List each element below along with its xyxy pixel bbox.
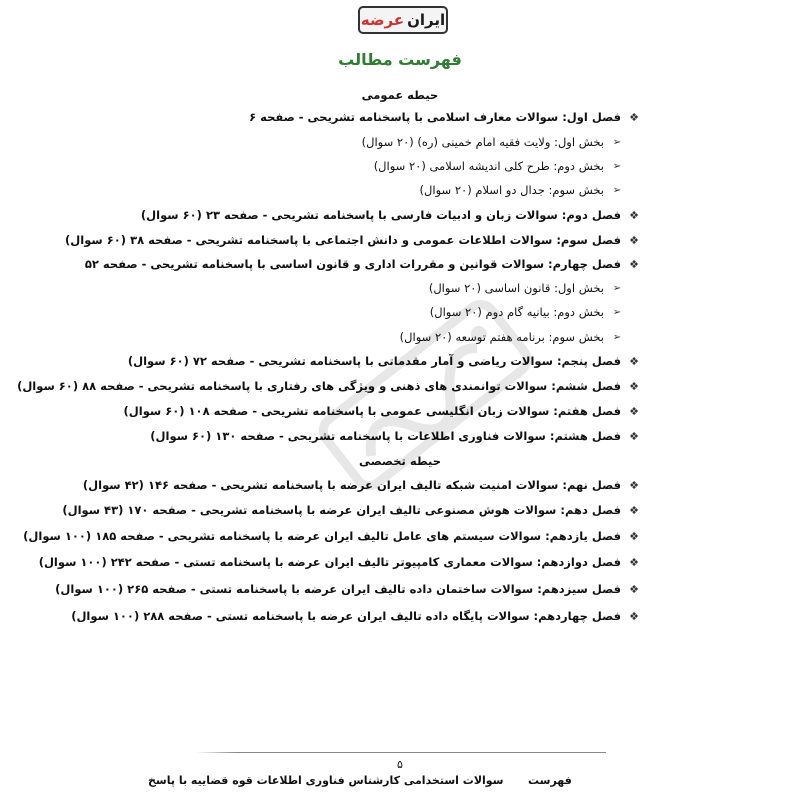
bullet-icon: ❖ bbox=[629, 379, 639, 393]
bullet-icon: ❖ bbox=[629, 257, 639, 271]
logo-word-1: ایران bbox=[407, 11, 446, 29]
toc-chapter[interactable]: ❖ فصل اول: سوالات معارف اسلامی با پاسخنامه تشریحی - صفحه ۶ bbox=[249, 110, 639, 124]
arrow-icon: ➢ bbox=[612, 306, 622, 318]
toc-chapter[interactable]: ❖ فصل چهاردهم: سوالات پایگاه داده تالیف ایران عرضه با پاسخنامه تستی - صفحه ۲۸۸ (۱۰۰ سوال) bbox=[71, 609, 639, 623]
bullet-icon: ❖ bbox=[629, 529, 639, 543]
toc-subsection[interactable]: ➢ بخش سوم: جدال دو اسلام (۲۰ سوال) bbox=[419, 183, 622, 197]
bullet-icon: ❖ bbox=[629, 429, 639, 443]
page-title: فهرست مطالب bbox=[338, 50, 462, 69]
toc-chapter[interactable]: ❖ فصل دوم: سوالات زبان و ادبیات فارسی با پاسخنامه تشریحی - صفحه ۲۳ (۶۰ سوال) bbox=[140, 208, 639, 222]
section-heading-specialized: حیطه تخصصی bbox=[358, 454, 442, 468]
toc-chapter[interactable]: ❖ فصل هفتم: سوالات زبان انگلیسی عمومی با پاسخنامه تشریحی - صفحه ۱۰۸ (۶۰ سوال) bbox=[123, 404, 639, 418]
page-number: ۵ bbox=[397, 758, 403, 771]
bullet-icon: ❖ bbox=[629, 478, 639, 492]
toc-subsection[interactable]: ➢ بخش سوم: برنامه هفتم توسعه (۲۰ سوال) bbox=[399, 330, 622, 344]
arrow-icon: ➢ bbox=[612, 282, 622, 294]
footer-section-label: فهرست bbox=[528, 774, 572, 787]
toc-chapter[interactable]: ❖ فصل سوم: سوالات اطلاعات عمومی و دانش اجتماعی با پاسخنامه تشریحی - صفحه ۳۸ (۶۰ سوال) bbox=[65, 233, 639, 247]
toc-subsection[interactable]: ➢ بخش اول: قانون اساسی (۲۰ سوال) bbox=[428, 281, 622, 295]
toc-subsection[interactable]: ➢ بخش دوم: طرح کلی اندیشه اسلامی (۲۰ سوال) bbox=[373, 159, 622, 173]
logo-word-2: عرضه bbox=[360, 11, 405, 29]
toc-chapter[interactable]: ❖ فصل دوازدهم: سوالات معماری کامپیوتر تالیف ایران عرضه با پاسخنامه تستی - صفحه ۲۴۲ (۱۰۰ سوال) bbox=[38, 555, 639, 569]
arrow-icon: ➢ bbox=[612, 136, 622, 148]
section-heading-general: حیطه عمومی bbox=[361, 88, 439, 102]
bullet-icon: ❖ bbox=[629, 404, 639, 418]
toc-chapter[interactable]: ❖ فصل پنجم: سوالات ریاضی و آمار مقدماتی با پاسخنامه تشریحی - صفحه ۷۲ (۶۰ سوال) bbox=[127, 354, 639, 368]
footer-book-title: سوالات استخدامی کارشناس فناوری اطلاعات قوه قضاییه با پاسخ bbox=[148, 774, 504, 787]
footer-divider bbox=[196, 752, 606, 753]
toc-subsection[interactable]: ➢ بخش دوم: بیانیه گام دوم (۲۰ سوال) bbox=[429, 305, 622, 319]
toc-chapter[interactable]: ❖ فصل سیزدهم: سوالات ساختمان داده تالیف ایران عرضه با پاسخنامه تستی - صفحه ۲۶۵ (۱۰۰ سوال) bbox=[55, 582, 639, 596]
toc-chapter[interactable]: ❖ فصل نهم: سوالات امنیت شبکه تالیف ایران عرضه با پاسخنامه تشریحی - صفحه ۱۴۶ (۴۲ سوال) bbox=[82, 478, 639, 492]
toc-subsection[interactable]: ➢ بخش اول: ولایت فقیه امام خمینی (ره) (۲۰ سوال) bbox=[361, 135, 622, 149]
arrow-icon: ➢ bbox=[612, 160, 622, 172]
brand-logo bbox=[358, 6, 454, 38]
bullet-icon: ❖ bbox=[629, 110, 639, 124]
toc-chapter[interactable]: ❖ فصل یازدهم: سوالات سیستم های عامل تالیف ایران عرضه با پاسخنامه تشریحی - صفحه ۱۸۵ (۱۰۰ سوال) bbox=[23, 529, 639, 543]
bullet-icon: ❖ bbox=[629, 609, 639, 623]
toc-chapter[interactable]: ❖ فصل چهارم: سوالات قوانین و مقررات اداری و قانون اساسی با پاسخنامه تشریحی - صفحه ۵۲ bbox=[84, 257, 639, 271]
bullet-icon: ❖ bbox=[629, 354, 639, 368]
arrow-icon: ➢ bbox=[612, 331, 622, 343]
bullet-icon: ❖ bbox=[629, 555, 639, 569]
bullet-icon: ❖ bbox=[629, 503, 639, 517]
toc-chapter[interactable]: ❖ فصل ششم: سوالات توانمندی های ذهنی و ویژگی های رفتاری با پاسخنامه تشریحی - صفحه ۸۸ (۶۰ سوال) bbox=[17, 379, 639, 393]
bullet-icon: ❖ bbox=[629, 582, 639, 596]
bullet-icon: ❖ bbox=[629, 208, 639, 222]
bullet-icon: ❖ bbox=[629, 233, 639, 247]
arrow-icon: ➢ bbox=[612, 184, 622, 196]
toc-chapter[interactable]: ❖ فصل دهم: سوالات هوش مصنوعی تالیف ایران عرضه با پاسخنامه تشریحی - صفحه ۱۷۰ (۴۳ سوال) bbox=[62, 503, 639, 517]
toc-chapter[interactable]: ❖ فصل هشتم: سوالات فناوری اطلاعات با پاسخنامه تشریحی - صفحه ۱۳۰ (۶۰ سوال) bbox=[150, 429, 639, 443]
